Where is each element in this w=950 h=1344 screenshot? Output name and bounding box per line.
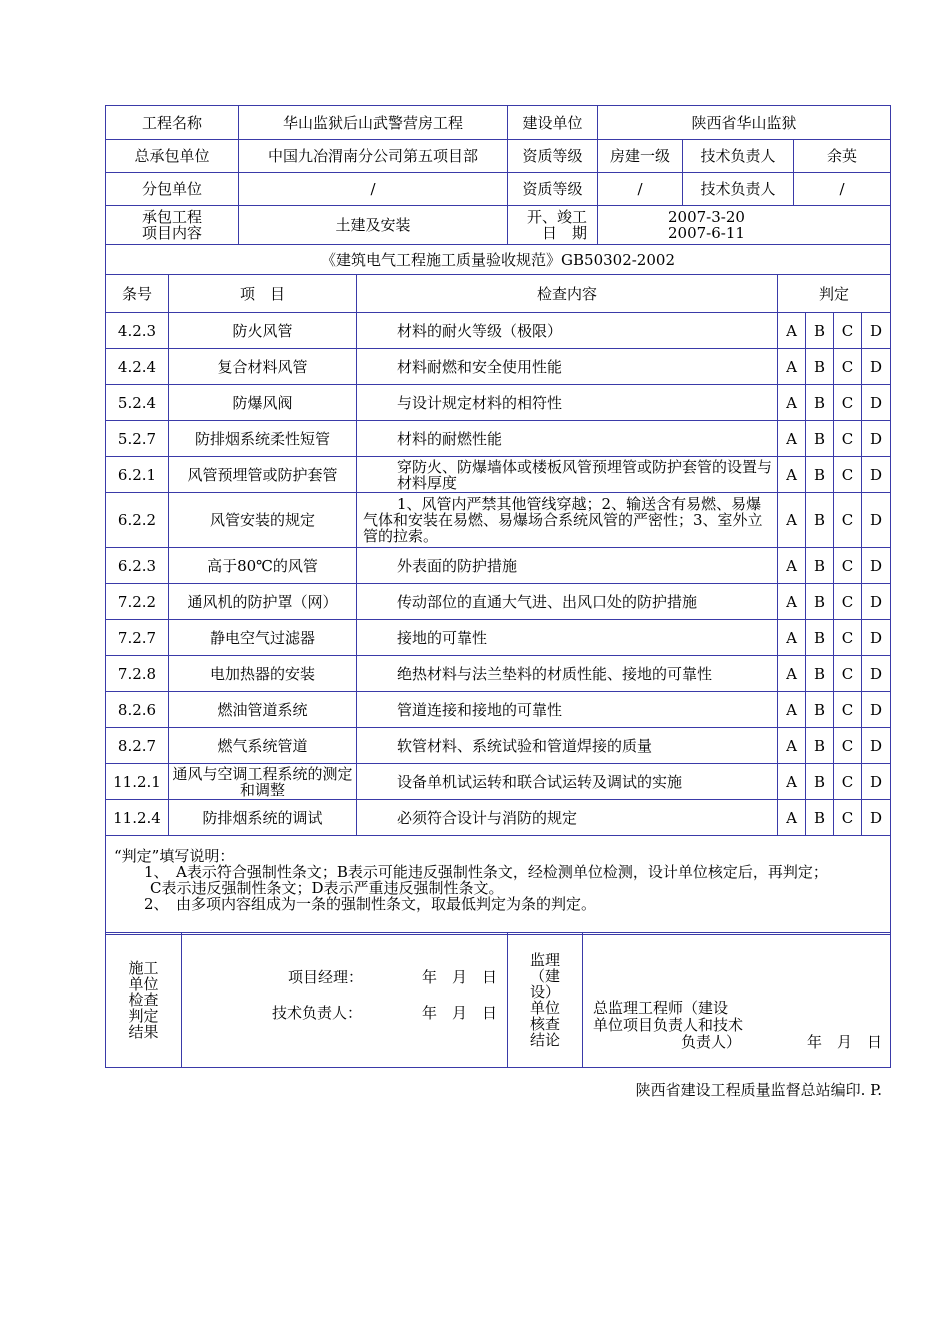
table-row xyxy=(106,728,891,764)
grade-option-b[interactable]: B xyxy=(806,728,834,764)
sub-qualification-label: 资质等级 xyxy=(508,173,598,206)
grade-option-b[interactable]: B xyxy=(806,620,834,656)
standard-title: 《建筑电气工程施工质量验收规范》GB50302-2002 xyxy=(106,245,891,275)
row-item: 燃气系统管道 xyxy=(169,728,357,764)
qualification-label: 资质等级 xyxy=(508,140,598,173)
grade-option-a[interactable]: A xyxy=(778,764,806,800)
supervisor-date: 年 月 日 xyxy=(807,1033,883,1051)
start-date: 2007-3-20 xyxy=(668,208,745,226)
grade-option-b[interactable]: B xyxy=(806,584,834,620)
grade-option-b[interactable]: B xyxy=(806,421,834,457)
grade-option-d[interactable]: D xyxy=(862,692,891,728)
qualification-value: 房建一级 xyxy=(598,140,683,173)
row-content: 设备单机试运转和联合试运转及调试的实施 xyxy=(357,764,778,800)
project-manager-date: 年 月 日 xyxy=(422,968,498,986)
row-content: 传动部位的直通大气进、出风口处的防护措施 xyxy=(357,584,778,620)
tech-lead-sign-label: 技术负责人： xyxy=(272,1004,363,1022)
chief-supervisor-line2: 单位项目负责人和技术 xyxy=(593,1016,744,1034)
row-clause: 7.2.8 xyxy=(106,656,169,692)
grade-option-b[interactable]: B xyxy=(806,349,834,385)
chief-supervisor-line3: 负责人） xyxy=(681,1033,742,1051)
grade-option-a[interactable]: A xyxy=(778,692,806,728)
notes-title: “判定”填写说明： xyxy=(114,847,235,865)
footer-publisher: 陕西省建设工程质量监督总站编印. P. xyxy=(635,1081,882,1099)
row-item: 高于80℃的风管 xyxy=(169,548,357,584)
scope-label xyxy=(106,206,239,245)
general-contractor: 中国九冶渭南分公司第五项目部 xyxy=(239,140,508,173)
grade-option-a[interactable]: A xyxy=(778,800,806,836)
dates-value xyxy=(598,206,891,245)
row-content: 必须符合设计与消防的规定 xyxy=(357,800,778,836)
row-item: 防爆风阀 xyxy=(169,385,357,421)
grade-option-a[interactable]: A xyxy=(778,349,806,385)
rows-body xyxy=(106,313,891,836)
table-row xyxy=(106,421,891,457)
grade-option-b[interactable]: B xyxy=(806,692,834,728)
row-clause: 5.2.4 xyxy=(106,385,169,421)
row-clause: 6.2.3 xyxy=(106,548,169,584)
tech-lead-date: 年 月 日 xyxy=(422,1004,498,1022)
table-row xyxy=(106,313,891,349)
row-clause: 7.2.7 xyxy=(106,620,169,656)
chief-supervisor-line1: 总监理工程师（建设 xyxy=(593,999,729,1017)
constructor-result-label xyxy=(106,933,182,1068)
row-content: 材料耐燃和安全使用性能 xyxy=(357,349,778,385)
grade-option-c[interactable]: C xyxy=(834,584,862,620)
grade-option-d[interactable]: D xyxy=(862,584,891,620)
items-table xyxy=(105,274,891,935)
grade-option-d[interactable]: D xyxy=(862,656,891,692)
grade-option-d[interactable]: D xyxy=(862,457,891,493)
table-row xyxy=(106,349,891,385)
constructor-result-text: 施工单位检查判定结果 xyxy=(128,959,159,1041)
notes-line2: 2、 由多项内容组成为一条的强制性条文，取最低判定为条的判定。 xyxy=(144,895,597,913)
project-name: 华山监狱后山武警营房工程 xyxy=(239,106,508,140)
row-content: 管道连接和接地的可靠性 xyxy=(357,692,778,728)
scope-label-line2: 项目内容 xyxy=(141,224,202,242)
row-clause: 7.2.2 xyxy=(106,584,169,620)
signature-table xyxy=(105,932,891,1068)
grade-option-a[interactable]: A xyxy=(778,493,806,548)
sub-tech-lead-value: / xyxy=(794,173,891,206)
table-row xyxy=(106,457,891,493)
row-content: 穿防火、防爆墙体或楼板风管预埋管或防护套管的设置与材料厚度 xyxy=(357,457,778,493)
grade-option-d[interactable]: D xyxy=(862,548,891,584)
supervisor-sign-area xyxy=(583,933,891,1068)
grade-option-c[interactable]: C xyxy=(834,493,862,548)
row-item: 风管预埋管或防护套管 xyxy=(169,457,357,493)
notes-line1: 1、 A表示符合强制性条文；B表示可能违反强制性条文，经检测单位检测，设计单位核定后，再判定； xyxy=(144,863,828,881)
row-clause: 4.2.4 xyxy=(106,349,169,385)
grade-option-c[interactable]: C xyxy=(834,800,862,836)
table-row xyxy=(106,692,891,728)
general-contractor-label: 总承包单位 xyxy=(106,140,239,173)
header-table xyxy=(105,105,891,275)
table-row xyxy=(106,548,891,584)
grade-option-d[interactable]: D xyxy=(862,349,891,385)
row-content: 材料的耐燃性能 xyxy=(357,421,778,457)
grade-option-c[interactable]: C xyxy=(834,457,862,493)
notes-line1b: C表示违反强制性条文；D表示严重违反强制性条文。 xyxy=(150,879,504,897)
row-content: 1、风管内严禁其他管线穿越；2、输送含有易燃、易爆气体和安装在易燃、易爆场合系统风管的严密性；3、室外立管的拉索。 xyxy=(357,493,778,548)
grade-option-a[interactable]: A xyxy=(778,728,806,764)
row-item: 复合材料风管 xyxy=(169,349,357,385)
constructor-sign-area xyxy=(182,933,508,1068)
supervisor-text: 监理（建设）单位核查结论 xyxy=(529,951,560,1049)
grade-option-a[interactable]: A xyxy=(778,656,806,692)
grade-option-b[interactable]: B xyxy=(806,656,834,692)
row-clause: 6.2.1 xyxy=(106,457,169,493)
grade-option-a[interactable]: A xyxy=(778,584,806,620)
grade-option-a[interactable]: A xyxy=(778,313,806,349)
row-item: 电加热器的安装 xyxy=(169,656,357,692)
row-clause: 8.2.7 xyxy=(106,728,169,764)
table-row xyxy=(106,764,891,800)
dates-label-line1: 开、竣工 xyxy=(526,208,587,226)
row-item: 防排烟系统的调试 xyxy=(169,800,357,836)
row-item: 通风机的防护罩（网） xyxy=(169,584,357,620)
table-row xyxy=(106,620,891,656)
grade-option-b[interactable]: B xyxy=(806,457,834,493)
table-row xyxy=(106,584,891,620)
grade-option-a[interactable]: A xyxy=(778,620,806,656)
grade-option-c[interactable]: C xyxy=(834,548,862,584)
grade-option-b[interactable]: B xyxy=(806,764,834,800)
grade-option-b[interactable]: B xyxy=(806,548,834,584)
table-row xyxy=(106,385,891,421)
table-row xyxy=(106,800,891,836)
grade-option-c[interactable]: C xyxy=(834,313,862,349)
grade-option-d[interactable]: D xyxy=(862,800,891,836)
table-row xyxy=(106,493,891,548)
grade-option-c[interactable]: C xyxy=(834,656,862,692)
project-name-label: 工程名称 xyxy=(106,106,239,140)
row-item: 静电空气过滤器 xyxy=(169,620,357,656)
row-clause: 11.2.1 xyxy=(106,764,169,800)
subcontractor-value: / xyxy=(239,173,508,206)
row-clause: 4.2.3 xyxy=(106,313,169,349)
row-item: 燃油管道系统 xyxy=(169,692,357,728)
row-clause: 11.2.4 xyxy=(106,800,169,836)
grade-option-c[interactable]: C xyxy=(834,620,862,656)
grade-option-c[interactable]: C xyxy=(834,764,862,800)
tech-lead-value: 余英 xyxy=(794,140,891,173)
builder-label: 建设单位 xyxy=(508,106,598,140)
grade-option-d[interactable]: D xyxy=(862,421,891,457)
sub-qualification-value: / xyxy=(598,173,683,206)
dates-label-line2: 日 期 xyxy=(541,224,587,242)
col-content: 检查内容 xyxy=(357,275,778,313)
row-item: 通风与空调工程系统的测定和调整 xyxy=(169,764,357,800)
dates-label xyxy=(508,206,598,245)
row-content: 外表面的防护措施 xyxy=(357,548,778,584)
grade-option-d[interactable]: D xyxy=(862,764,891,800)
row-content: 软管材料、系统试验和管道焊接的质量 xyxy=(357,728,778,764)
tech-lead-label: 技术负责人 xyxy=(683,140,794,173)
grade-option-c[interactable]: C xyxy=(834,385,862,421)
verdict-notes xyxy=(106,836,891,935)
grade-option-a[interactable]: A xyxy=(778,548,806,584)
row-clause: 8.2.6 xyxy=(106,692,169,728)
subcontractor-label: 分包单位 xyxy=(106,173,239,206)
row-clause: 5.2.7 xyxy=(106,421,169,457)
scope-label-line1: 承包工程 xyxy=(141,208,202,226)
grade-option-a[interactable]: A xyxy=(778,421,806,457)
row-item: 防排烟系统柔性短管 xyxy=(169,421,357,457)
row-item: 风管安装的规定 xyxy=(169,493,357,548)
end-date: 2007-6-11 xyxy=(668,224,745,242)
col-item: 项 目 xyxy=(169,275,357,313)
grade-option-d[interactable]: D xyxy=(862,620,891,656)
row-content: 绝热材料与法兰垫料的材质性能、接地的可靠性 xyxy=(357,656,778,692)
grade-option-a[interactable]: A xyxy=(778,457,806,493)
col-verdict: 判定 xyxy=(778,275,891,313)
grade-option-d[interactable]: D xyxy=(862,493,891,548)
grade-option-b[interactable]: B xyxy=(806,493,834,548)
builder-value: 陕西省华山监狱 xyxy=(598,106,891,140)
grade-option-d[interactable]: D xyxy=(862,385,891,421)
grade-option-b[interactable]: B xyxy=(806,385,834,421)
row-content: 与设计规定材料的相符性 xyxy=(357,385,778,421)
grade-option-c[interactable]: C xyxy=(834,349,862,385)
grade-option-c[interactable]: C xyxy=(834,728,862,764)
grade-option-d[interactable]: D xyxy=(862,728,891,764)
row-content: 接地的可靠性 xyxy=(357,620,778,656)
supervisor-label xyxy=(508,933,583,1068)
col-clause: 条号 xyxy=(106,275,169,313)
scope-value: 土建及安装 xyxy=(239,206,508,245)
project-manager-label: 项目经理： xyxy=(288,968,364,986)
grade-option-c[interactable]: C xyxy=(834,692,862,728)
grade-option-a[interactable]: A xyxy=(778,385,806,421)
grade-option-c[interactable]: C xyxy=(834,421,862,457)
row-clause: 6.2.2 xyxy=(106,493,169,548)
grade-option-b[interactable]: B xyxy=(806,313,834,349)
row-content: 材料的耐火等级（极限） xyxy=(357,313,778,349)
row-item: 防火风管 xyxy=(169,313,357,349)
grade-option-d[interactable]: D xyxy=(862,313,891,349)
grade-option-b[interactable]: B xyxy=(806,800,834,836)
sub-tech-lead-label: 技术负责人 xyxy=(683,173,794,206)
table-row xyxy=(106,656,891,692)
